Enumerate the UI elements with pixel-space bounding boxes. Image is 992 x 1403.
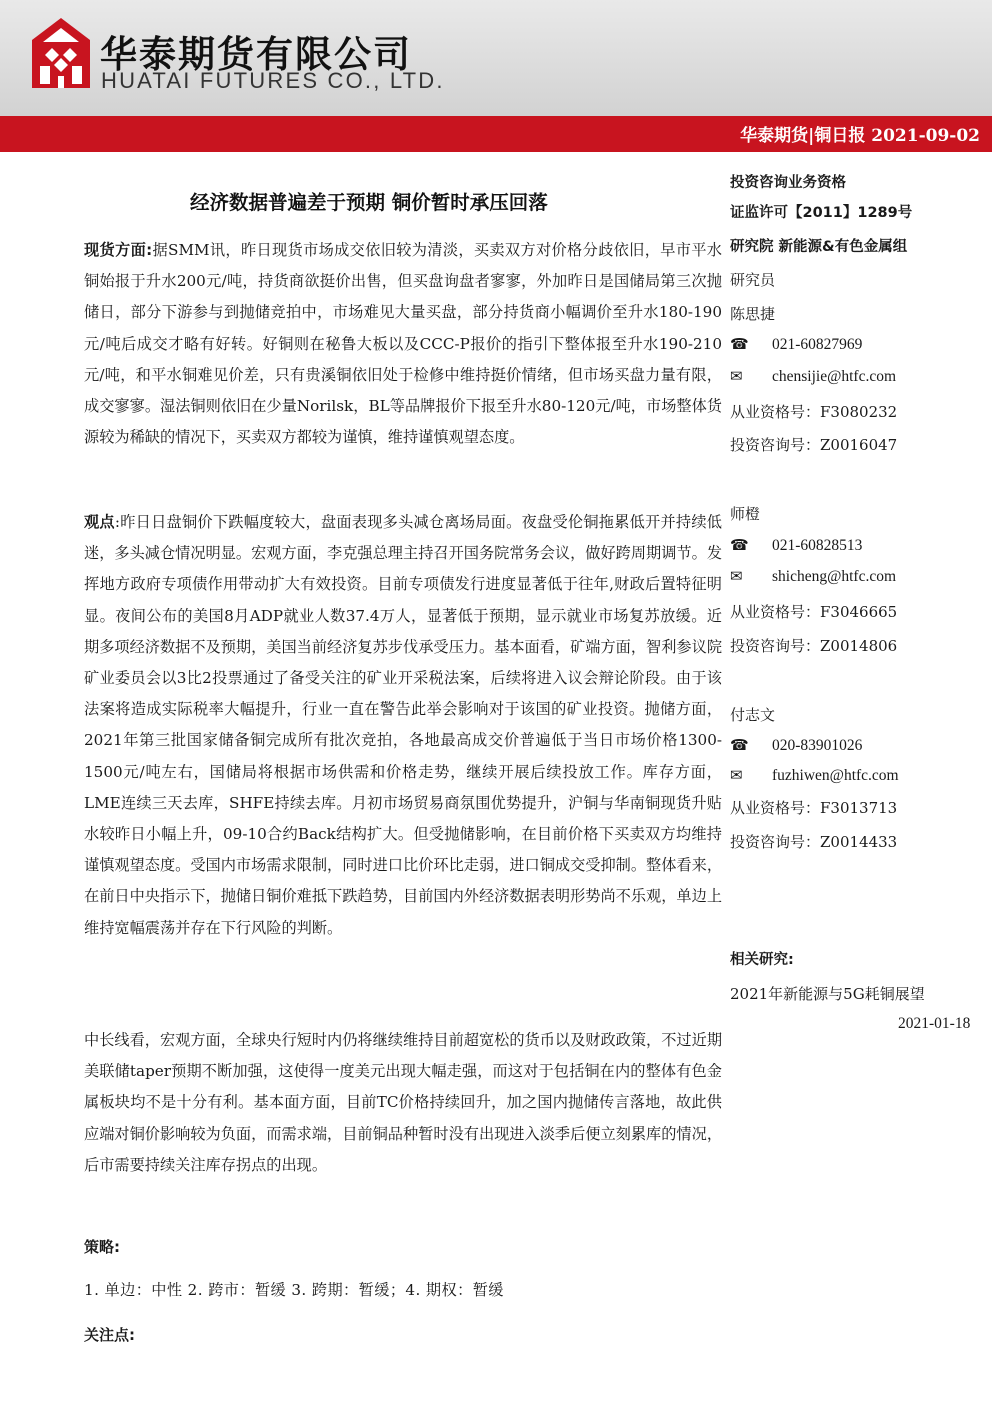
phone-icon: ☎ — [730, 736, 749, 754]
analyst-phone: ☎ 021-60827969 — [730, 335, 863, 353]
analyst-name: 师橙 — [730, 505, 761, 523]
analyst-name: 陈思捷 — [730, 305, 776, 323]
related-research-date: 2021-01-18 — [898, 1015, 971, 1032]
viewpoint-paragraph — [84, 507, 722, 944]
viewpoint-text: :昨日日盘铜价下跌幅度较大，盘面表现多头减仓离场局面。夜盘受伦铜拖累低开并持续低迷，多头减仓情况明显。宏观方面，李克强总理主持召开国务院常务会议，做好跨周期调节。发挥地方政府专项债作用带动扩大有效投资。目前专项债发行进度显著低于往年,财政后置特征明显。夜间公布的美国8月ADP就业人数37.4万人，显著低于预期，显示就业市场复苏放缓。近期多项经济数据不及预期，美国当前经济复苏步伐承受压力。基本面看，矿端方面，智利参议院矿业委员会以3比2投票通过了备受关注的矿业开采税法案，后续将进入议会辩论阶段。由于该法案将造成实际税率大幅提升，行业一直在警告此举会影响对于该国的矿业投资。抛储方面，2021年第三批国家储备铜完成所有批次竞拍，各地最高成交价普遍低于当日市场价格1300-1500元/吨左右，国储局将根据市场供需和价格走势，继续开展后续投放工作。库存方面，LME连续三天去库，SHFE持续去库。月初市场贸易商氛围优势提升，沪铜与华南铜现货升贴水较昨日小幅上升，09-10合约Back结构扩大。但受抛储影响，在目前价格下买卖双方均维持谨慎观望态度。受国内市场需求限制，同时进口比价环比走弱，进口铜成交受抑制。整体看来，在前日中央指示下，抛储日铜价难抵下跌趋势，目前国内外经济数据表明形势尚不乐观，单边上维持宽幅震荡并存在下行风险的判断。 — [84, 513, 722, 937]
analyst-phone: ☎ 021-60828513 — [730, 536, 863, 554]
related-research-heading: 相关研究: — [730, 952, 794, 968]
page-header — [0, 0, 992, 116]
spot-market-heading: 现货方面: — [84, 241, 153, 259]
analyst-email[interactable]: ✉ chensijie@htfc.com — [730, 367, 897, 385]
analyst-phone: ☎ 020-83901026 — [730, 736, 863, 754]
phone-icon: ☎ — [730, 536, 749, 554]
report-tag: 华泰期货|铜日报 2021-09-02 — [740, 126, 980, 146]
analyst-consult-no: 投资咨询号：Z0014433 — [730, 833, 898, 851]
analyst-practice-no: 从业资格号：F3013713 — [730, 799, 898, 817]
analyst-email[interactable]: ✉ fuzhiwen@htfc.com — [730, 766, 899, 784]
viewpoint-heading: 观点 — [84, 513, 115, 531]
analyst-name: 付志文 — [730, 706, 776, 724]
envelope-icon: ✉ — [730, 766, 743, 784]
analyst-practice-no: 从业资格号：F3080232 — [730, 403, 898, 421]
company-name-cn: 华泰期货有限公司 — [100, 33, 412, 76]
strategy-text: 1. 单边：中性 2. 跨市：暂缓 3. 跨期：暂缓；4. 期权：暂缓 — [84, 1281, 504, 1299]
analyst-practice-no: 从业资格号：F3046665 — [730, 603, 898, 621]
envelope-icon: ✉ — [730, 567, 743, 585]
spot-market-paragraph — [84, 235, 722, 453]
analyst-consult-no: 投资咨询号：Z0016047 — [730, 436, 898, 454]
analyst-consult-no: 投资咨询号：Z0014806 — [730, 637, 898, 655]
article-title: 经济数据普遍差于预期 铜价暂时承压回落 — [190, 191, 548, 214]
role-label: 研究员 — [730, 271, 776, 289]
analyst-email[interactable]: ✉ shicheng@htfc.com — [730, 567, 897, 585]
focus-heading: 关注点: — [84, 1326, 135, 1344]
company-name-en: HUATAI FUTURES CO., LTD. — [101, 68, 445, 93]
spot-market-text: 据SMM讯，昨日现货市场成交依旧较为清淡，买卖双方对价格分歧依旧，早市平水铜始报于升水200元/吨，持货商欲挺价出售，但买盘询盘者寥寥，外加昨日是国储局第三次抛储日，部分下游参与到抛储竞拍中，市场难见大量买盘，部分持货商小幅调价至升水180-190元/吨后成交才略有好转。好铜则在秘鲁大板以及CCC-P报价的指引下整体报至升水190-210元/吨，和平水铜难见价差，只有贵溪铜依旧处于检修中维持挺价情绪，但市场买盘力量有限，成交寥寥。湿法铜则依旧在少量Norilsk，BL等品牌报价下报至升水80-120元/吨，市场整体货源较为稀缺的情况下，买卖双方都较为谨慎，维持谨慎观望态度。 — [84, 241, 722, 447]
qualification-line-1: 投资咨询业务资格 — [730, 175, 846, 191]
long-term-paragraph: 中长线看，宏观方面，全球央行短时内仍将继续维持目前超宽松的货币以及财政政策，不过近期美联储taper预期不断加强，这使得一度美元出现大幅走强，而这对于包括铜在内的整体有色金属板块均不是十分有利。基本面方面，目前TC价格持续回升，加之国内抛储传言落地，故此供应端对铜价影响较为负面，而需求端，目前铜品种暂时没有出现进入淡季后便立刻累库的情况，后市需要持续关注库存拐点的出现。 — [84, 1031, 722, 1174]
institute-name: 研究院 新能源&有色金属组 — [730, 239, 908, 255]
qualification-line-2: 证监许可【2011】1289号 — [730, 205, 913, 221]
huatai-logo-icon — [32, 18, 90, 88]
envelope-icon: ✉ — [730, 367, 743, 385]
phone-icon: ☎ — [730, 335, 749, 353]
strategy-heading: 策略: — [84, 1238, 120, 1256]
related-research-link[interactable]: 2021年新能源与5G耗铜展望 — [730, 985, 925, 1003]
